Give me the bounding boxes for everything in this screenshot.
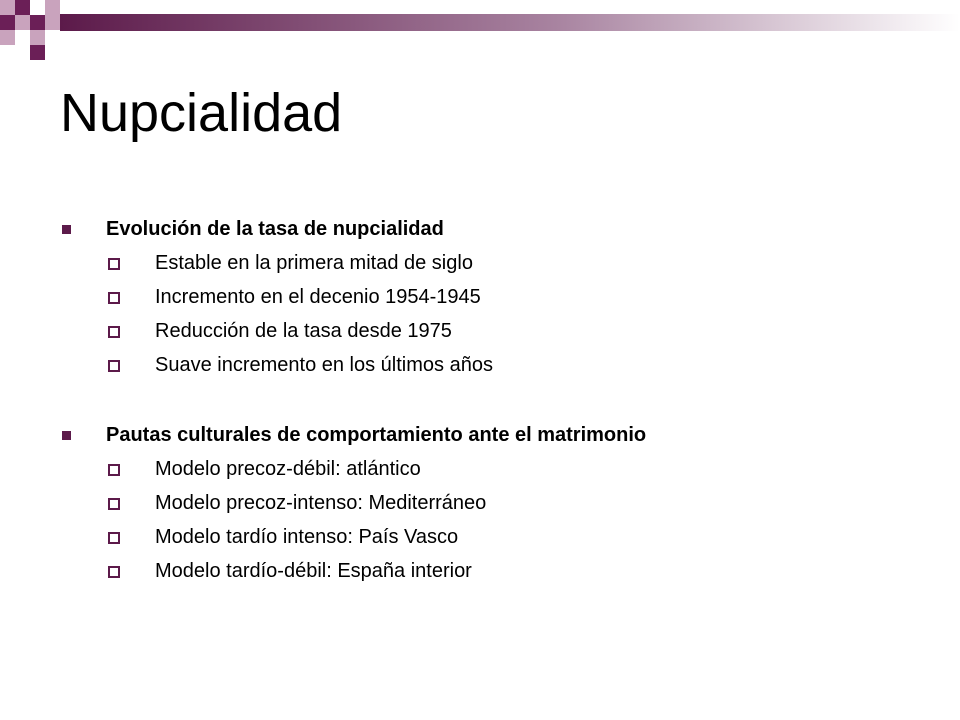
hollow-square-bullet-icon	[108, 360, 120, 372]
section-heading	[60, 418, 920, 452]
section-heading-text: Evolución de la tasa de nupcialidad	[106, 218, 444, 240]
list-item-text: Suave incremento en los últimos años	[155, 354, 493, 376]
deco-square	[30, 30, 45, 45]
square-bullet-icon	[62, 431, 71, 440]
deco-square	[45, 0, 60, 15]
deco-square	[15, 15, 30, 30]
list-item	[60, 314, 920, 348]
deco-square	[0, 30, 15, 45]
list-item	[60, 348, 920, 382]
list-item	[60, 554, 920, 588]
deco-square	[15, 30, 30, 45]
list-item-text: Reducción de la tasa desde 1975	[155, 320, 452, 342]
deco-square	[30, 45, 45, 60]
list-item	[60, 486, 920, 520]
deco-square	[15, 0, 30, 15]
bullet-list	[60, 212, 920, 588]
deco-square	[45, 15, 60, 30]
section-heading-text: Pautas culturales de comportamiento ante el matrimonio	[106, 424, 647, 446]
header-decoration	[0, 0, 960, 60]
hollow-square-bullet-icon	[108, 498, 120, 510]
hollow-square-bullet-icon	[108, 566, 120, 578]
list-item-text: Modelo tardío intenso: País Vasco	[155, 526, 459, 548]
list-item	[60, 246, 920, 280]
deco-square	[30, 15, 45, 30]
list-item-text: Estable en la primera mitad de siglo	[155, 252, 473, 274]
deco-square	[45, 30, 60, 45]
list-item	[60, 280, 920, 314]
list-item-text: Incremento en el decenio 1954-1945	[155, 286, 481, 308]
hollow-square-bullet-icon	[108, 258, 120, 270]
list-item-text: Modelo precoz-débil: atlántico	[155, 458, 421, 480]
deco-square	[0, 0, 15, 15]
deco-square	[30, 0, 45, 15]
square-bullet-icon	[62, 225, 71, 234]
hollow-square-bullet-icon	[108, 532, 120, 544]
slide-title: Nupcialidad	[60, 83, 343, 143]
hollow-square-bullet-icon	[108, 326, 120, 338]
hollow-square-bullet-icon	[108, 464, 120, 476]
hollow-square-bullet-icon	[108, 292, 120, 304]
list-item-text: Modelo tardío-débil: España interior	[155, 560, 472, 582]
deco-square	[0, 15, 15, 30]
gradient-bar	[60, 14, 960, 31]
spacer	[60, 382, 920, 418]
list-item	[60, 520, 920, 554]
list-item	[60, 452, 920, 486]
section-heading	[60, 212, 920, 246]
list-item-text: Modelo precoz-intenso: Mediterráneo	[155, 492, 487, 514]
